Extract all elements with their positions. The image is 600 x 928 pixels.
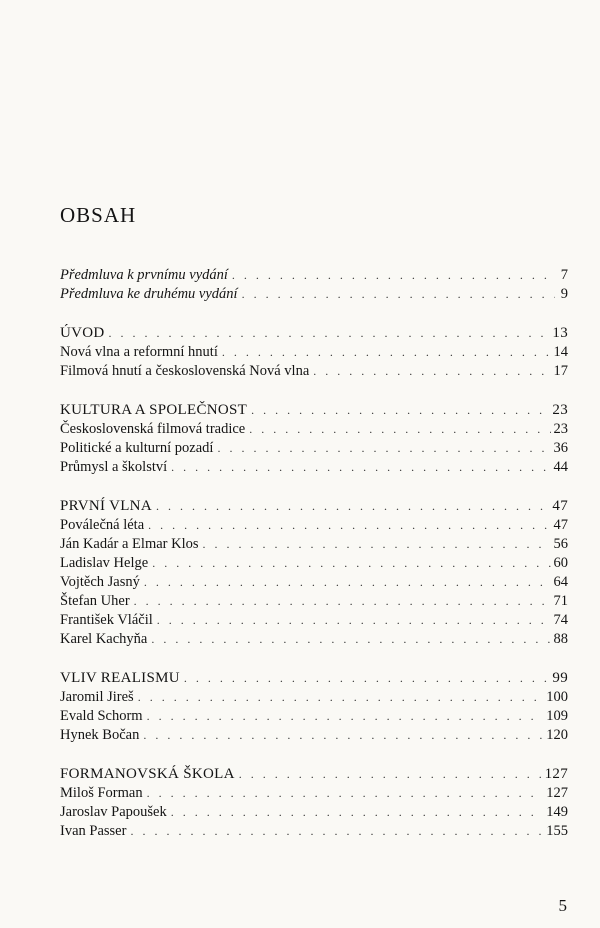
dot-leader (242, 285, 555, 304)
toc-entry-page: 120 (546, 727, 568, 743)
dot-leader (217, 439, 550, 458)
table-of-contents (60, 266, 568, 860)
toc-entry (60, 554, 568, 573)
toc-entry (60, 822, 568, 841)
toc-entry-page: 127 (546, 785, 568, 801)
dot-leader (134, 592, 551, 611)
toc-entry (60, 362, 568, 381)
toc-entry-page: 109 (546, 708, 568, 724)
toc-section (60, 496, 568, 649)
toc-entry-title: Karel Kachyňa (60, 631, 148, 647)
toc-section (60, 400, 568, 477)
toc-entry-page: 36 (553, 440, 568, 456)
toc-entry-title: VLIV REALISMU (60, 670, 180, 686)
toc-entry (60, 688, 568, 707)
toc-entry (60, 458, 568, 477)
dot-leader (184, 668, 550, 688)
toc-entry-page: 60 (553, 555, 568, 571)
toc-entry-title: Vojtěch Jasný (60, 574, 140, 590)
toc-entry (60, 573, 568, 592)
toc-entry-page: 44 (553, 459, 568, 475)
dot-leader (147, 707, 544, 726)
toc-entry-page: 7 (560, 267, 568, 283)
toc-entry-title: Průmysl a školství (60, 459, 168, 475)
toc-entry-title: Štefan Uher (60, 593, 130, 609)
toc-section-heading (60, 668, 568, 688)
dot-leader (130, 822, 543, 841)
toc-entry-page: 74 (553, 612, 568, 628)
dot-leader (144, 573, 551, 592)
toc-entry-title: FORMANOVSKÁ ŠKOLA (60, 766, 235, 782)
toc-section (60, 266, 568, 304)
toc-entry-title: Ivan Passer (60, 823, 127, 839)
dot-leader (171, 803, 544, 822)
toc-entry (60, 707, 568, 726)
toc-entry-page: 9 (560, 286, 568, 302)
toc-entry-title: František Vláčil (60, 612, 153, 628)
toc-entry (60, 420, 568, 439)
dot-leader (251, 400, 549, 420)
toc-entry (60, 439, 568, 458)
toc-entry (60, 343, 568, 362)
toc-entry-page: 88 (553, 631, 568, 647)
toc-section-heading (60, 400, 568, 420)
toc-entry-title: Filmová hnutí a československá Nová vlna (60, 363, 310, 379)
page-title: OBSAH (60, 203, 137, 227)
toc-entry-page: 17 (553, 363, 568, 379)
toc-entry-page: 14 (553, 344, 568, 360)
dot-leader (203, 535, 551, 554)
toc-entry (60, 784, 568, 803)
toc-entry-page: 127 (544, 766, 568, 782)
dot-leader (143, 726, 543, 745)
toc-entry-title: Jaroslav Papoušek (60, 804, 167, 820)
toc-entry-page: 100 (546, 689, 568, 705)
dot-leader (109, 323, 550, 343)
toc-entry (60, 726, 568, 745)
dot-leader (171, 458, 550, 477)
toc-entry-title: Předmluva k prvnímu vydání (60, 267, 228, 283)
toc-entry-title: Ján Kadár a Elmar Klos (60, 536, 199, 552)
toc-entry-title: Poválečná léta (60, 517, 145, 533)
toc-entry-page: 99 (552, 670, 568, 686)
dot-leader (157, 611, 551, 630)
dot-leader (313, 362, 550, 381)
toc-entry-page: 47 (553, 517, 568, 533)
toc-entry-title: Předmluva ke druhému vydání (60, 286, 238, 302)
toc-entry-page: 64 (553, 574, 568, 590)
toc-section (60, 323, 568, 381)
toc-entry (60, 592, 568, 611)
toc-entry-page: 47 (552, 498, 568, 514)
toc-entry-title: PRVNÍ VLNA (60, 498, 152, 514)
toc-entry-page: 13 (552, 325, 568, 341)
toc-section-heading (60, 496, 568, 516)
toc-entry-title: Politické a kulturní pozadí (60, 440, 214, 456)
dot-leader (138, 688, 544, 707)
toc-entry-title: ÚVOD (60, 325, 105, 341)
toc-entry (60, 266, 568, 285)
toc-entry-title: Hynek Bočan (60, 727, 140, 743)
toc-entry-page: 23 (553, 421, 568, 437)
toc-entry (60, 630, 568, 649)
toc-entry-title: Ladislav Helge (60, 555, 149, 571)
toc-entry (60, 611, 568, 630)
toc-entry (60, 803, 568, 822)
toc-entry-title: Jaromil Jireš (60, 689, 134, 705)
dot-leader (232, 266, 555, 285)
dot-leader (239, 764, 542, 784)
toc-entry (60, 285, 568, 304)
toc-entry-title: KULTURA A SPOLEČNOST (60, 402, 248, 418)
toc-entry-page: 149 (546, 804, 568, 820)
toc-entry (60, 535, 568, 554)
dot-leader (148, 516, 550, 535)
dot-leader (152, 554, 550, 573)
dot-leader (147, 784, 544, 803)
toc-section (60, 764, 568, 841)
toc-entry-page: 155 (546, 823, 568, 839)
toc-entry-page: 23 (552, 402, 568, 418)
dot-leader (249, 420, 550, 439)
page-number: 5 (558, 896, 567, 915)
toc-entry-title: Evald Schorm (60, 708, 143, 724)
toc-section (60, 668, 568, 745)
dot-leader (222, 343, 551, 362)
toc-entry-title: Československá filmová tradice (60, 421, 246, 437)
toc-entry-page: 56 (553, 536, 568, 552)
toc-section-heading (60, 323, 568, 343)
dot-leader (151, 630, 550, 649)
toc-entry-title: Nová vlna a reformní hnutí (60, 344, 218, 360)
toc-entry-title: Miloš Forman (60, 785, 143, 801)
toc-entry-page: 71 (553, 593, 568, 609)
toc-entry (60, 516, 568, 535)
dot-leader (156, 496, 549, 516)
toc-section-heading (60, 764, 568, 784)
